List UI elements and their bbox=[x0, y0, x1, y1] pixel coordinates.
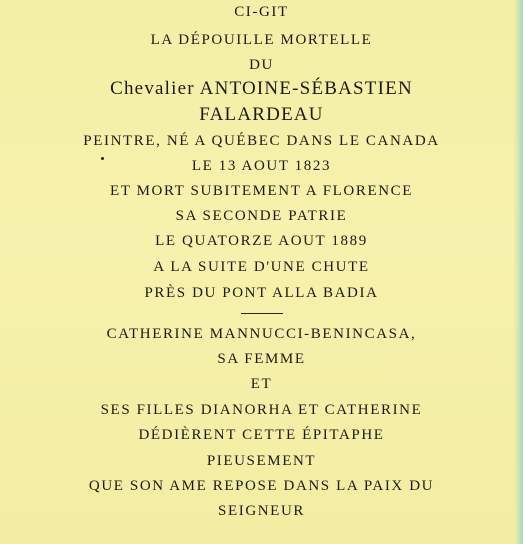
epitaph-line-birth-date: LE 13 AOUT 1823 bbox=[191, 158, 332, 174]
epitaph-line-mort: ET MORT SUBITEMENT A FLORENCE bbox=[109, 183, 414, 199]
epitaph-line-depouille: LA DÉPOUILLE MORTELLE bbox=[150, 32, 373, 48]
epitaph-line-femme: SA FEMME bbox=[217, 351, 306, 367]
epitaph-line-du: DU bbox=[249, 57, 274, 73]
epitaph-line-ci-git: CI-GIT bbox=[234, 4, 289, 20]
epitaph-line-death-date: LE QUATORZE AOUT 1889 bbox=[155, 233, 368, 249]
epitaph-line-chute: A LA SUITE D'UNE CHUTE bbox=[153, 259, 370, 275]
epitaph-line-patrie: SA SECONDE PATRIE bbox=[175, 208, 348, 224]
epitaph-line-seigneur: SEIGNEUR bbox=[218, 503, 305, 519]
epitaph-line-repose: QUE SON AME REPOSE DANS LA PAIX DU bbox=[88, 478, 435, 494]
epitaph-line-chevalier: Chevalier ANTOINE-SÉBASTIEN bbox=[110, 78, 413, 99]
epitaph-line-catherine: CATHERINE MANNUCCI-BENINCASA, bbox=[106, 326, 417, 342]
section-divider bbox=[241, 313, 283, 314]
epitaph-line-pieusement: PIEUSEMENT bbox=[206, 453, 317, 469]
epitaph-line-filles: SES FILLES DIANORHA ET CATHERINE bbox=[100, 402, 423, 418]
epitaph-line-dedierent: DÉDIÈRENT CETTE ÉPITAPHE bbox=[138, 427, 385, 443]
epitaph-line-falardeau: FALARDEAU bbox=[199, 104, 324, 125]
print-speck bbox=[101, 157, 104, 160]
epitaph-line-et: ET bbox=[250, 376, 273, 392]
epitaph-line-pont: PRÈS DU PONT ALLA BADIA bbox=[144, 285, 379, 301]
epitaph-line-peintre: PEINTRE, NÉ A QUÉBEC DANS LE CANADA bbox=[83, 133, 440, 149]
